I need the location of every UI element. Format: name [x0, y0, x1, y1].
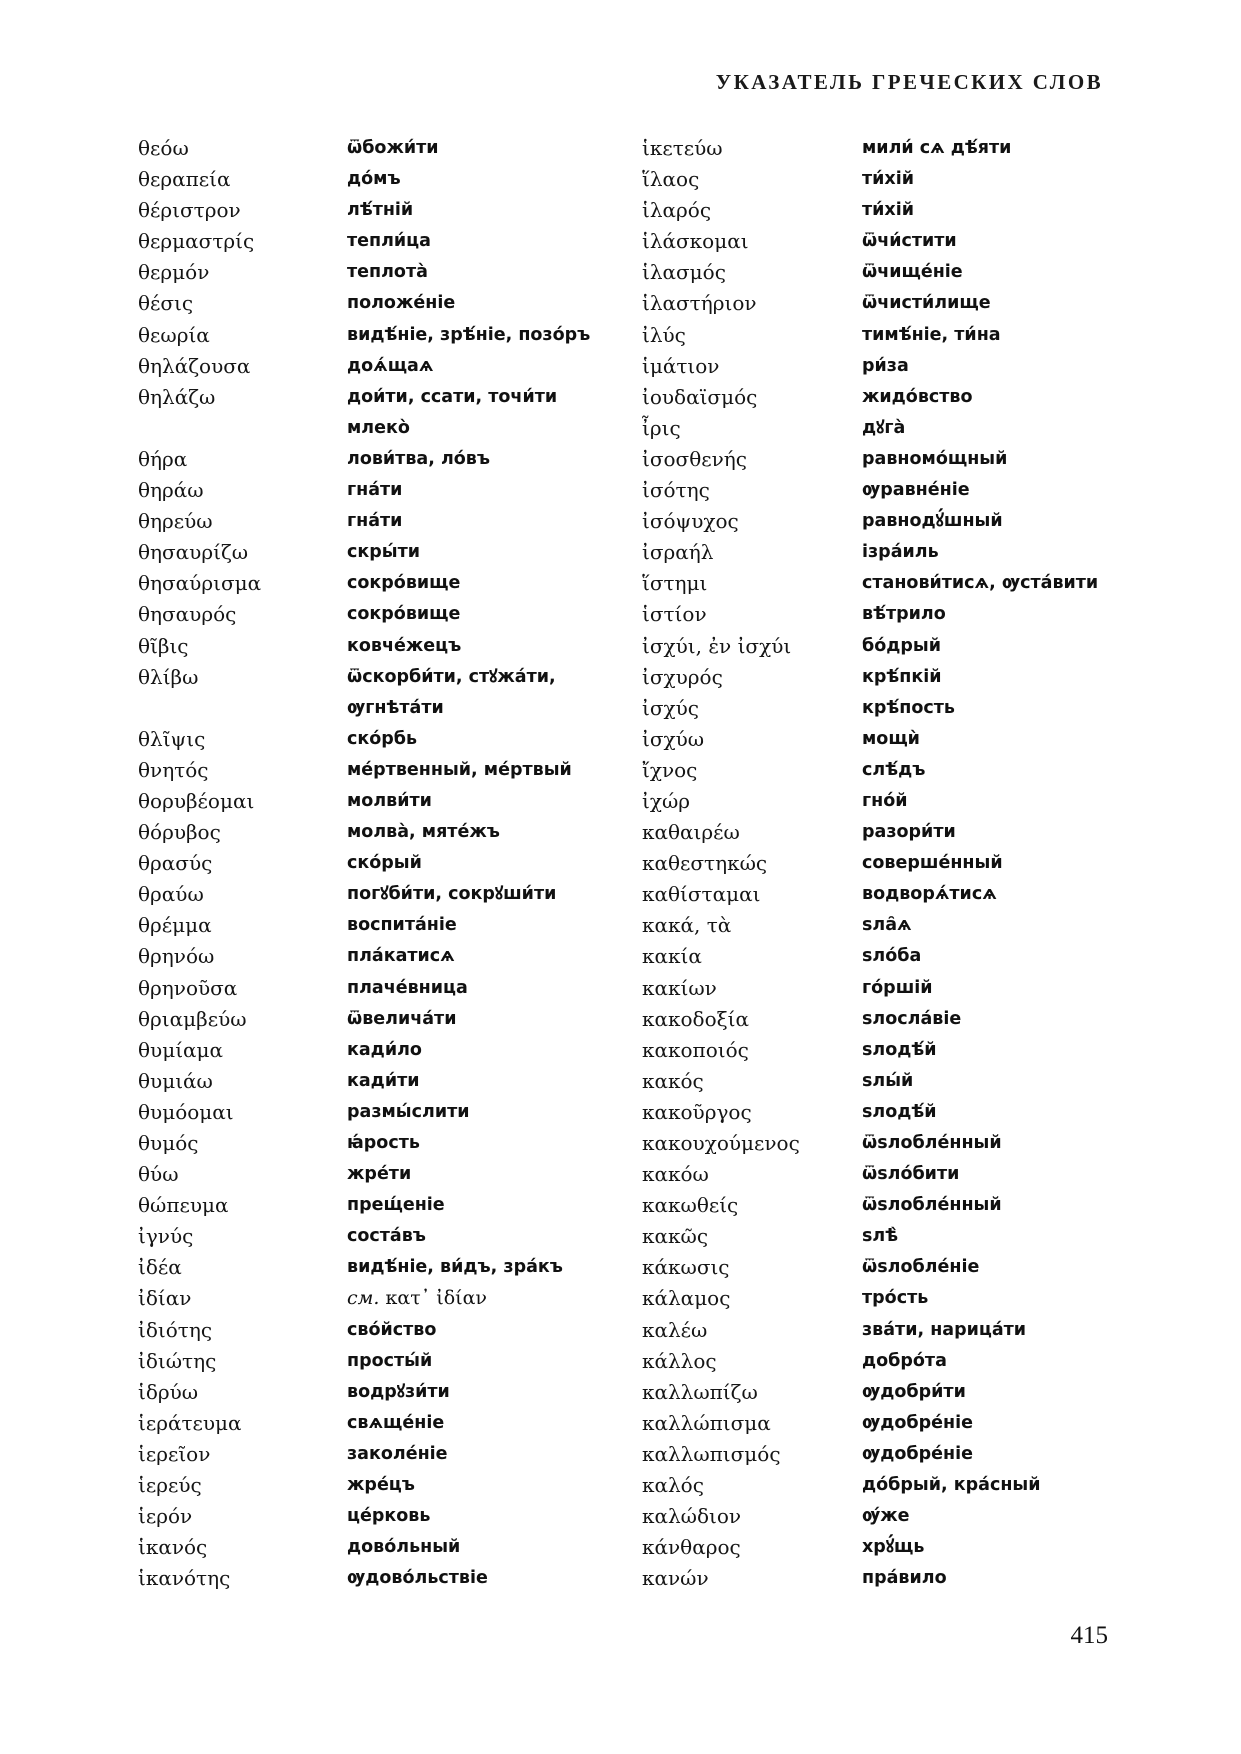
index-entry: κακόω: [642, 1162, 709, 1187]
index-entry: θυμόομαι: [138, 1099, 234, 1124]
index-entry: θέσις: [138, 291, 194, 316]
index-entry: просты́й: [347, 1350, 433, 1371]
index-entry: вѣ́трило: [862, 604, 946, 625]
index-entry: дꙋга̀: [862, 417, 906, 438]
index-entry: ἰσχύι, ἐν ἰσχύι: [642, 633, 792, 658]
index-entry: ἰσχυρός: [642, 664, 723, 689]
index-entry: θλῖψις: [138, 726, 206, 751]
index-entry: [138, 413, 261, 444]
index-entry: ἱλάσκομαι: [642, 229, 749, 254]
index-entry: ѿѕло́бити: [862, 1164, 960, 1185]
index-entry: ѕлодѣ́й: [862, 1039, 937, 1060]
index-entry: καλέω: [642, 1317, 708, 1342]
index-entry: κακίων: [642, 975, 717, 1000]
index-entry: θρασύς: [138, 851, 213, 876]
index-entry: зва́ти, нарица́ти: [862, 1319, 1027, 1340]
index-entry: θρηνόω: [138, 944, 215, 969]
index-entry: θόρυβος: [138, 820, 221, 845]
index-entry: ἰγνύς: [138, 1224, 194, 1249]
index-entry: водрꙋзи́ти: [347, 1381, 450, 1402]
index-entry: равномо́щный: [862, 448, 1008, 469]
index-entry: θορυβέομαι: [138, 788, 255, 813]
index-entry: θέριστρον: [138, 198, 241, 223]
index-entry: θρηνοῦσα: [138, 975, 238, 1000]
index-entry: ἰλύς: [642, 322, 686, 347]
index-entry: ѕло́ба: [862, 946, 922, 967]
index-entry: κακοῦργος: [642, 1099, 752, 1124]
index-entry: ме́ртвенный, ме́ртвый: [347, 759, 572, 780]
index-entry: лѣ́тній: [347, 200, 414, 221]
index-entry: жре́ти: [347, 1164, 412, 1185]
index-entry: θρέμμα: [138, 913, 212, 938]
index-entry: θεωρία: [138, 322, 210, 347]
index-entry: ἰουδαϊσμός: [642, 384, 758, 409]
index-entry: θνητός: [138, 757, 209, 782]
index-entry: видѣ́ніе, зрѣ́ніе, позо́ръ: [347, 324, 591, 345]
index-entry: ἱεράτευμα: [138, 1410, 242, 1435]
index-entry: καθεστηκώς: [642, 851, 768, 876]
index-entry: θῖβις: [138, 633, 189, 658]
index-entry: θώπευμα: [138, 1193, 229, 1218]
index-entry: пра́вило: [862, 1568, 947, 1589]
index-entry: ѕлѣ̀: [862, 1226, 899, 1247]
index-entry: κακοποιός: [642, 1037, 749, 1062]
index-entry: ско́рый: [347, 853, 422, 874]
index-entry: кади́ти: [347, 1070, 420, 1091]
index-entry: жидо́вство: [862, 386, 973, 407]
index-entry: καθαιρέω: [642, 820, 740, 845]
index-entry: θριαμβεύω: [138, 1006, 247, 1031]
index-entry: κάκωσις: [642, 1255, 730, 1280]
index-entry: соверше́нный: [862, 853, 1003, 874]
index-entry: водворѧ́тисѧ: [862, 884, 997, 905]
index-entry: ἱστίον: [642, 602, 707, 627]
index-entry: тимѣ́ніе, ти́на: [862, 324, 1001, 345]
index-entry: ско́рбь: [347, 728, 418, 749]
index-entry: κακός: [642, 1068, 704, 1093]
index-entry: ἰδιώτης: [138, 1348, 217, 1373]
index-entry: ти́хій: [862, 200, 914, 221]
index-entry: ѿѕлобле́нный: [862, 1195, 1002, 1216]
index-entry: κακία: [642, 944, 702, 969]
index-entry: молва̀, мяте́жъ: [347, 822, 500, 843]
index-entry: плаче́вница: [347, 977, 468, 998]
index-entry: тро́сть: [862, 1288, 929, 1309]
index-entry: ἰσχύω: [642, 726, 705, 751]
index-entry: θερμόν: [138, 260, 210, 285]
index-entry: сво́йство: [347, 1319, 437, 1340]
index-entry: κάλλος: [642, 1348, 717, 1373]
index-entry: заколе́ніе: [347, 1443, 448, 1464]
index-entry: хрꙋ́щь: [862, 1537, 925, 1558]
index-entry: κακοδοξία: [642, 1006, 749, 1031]
index-entry: ἱδρύω: [138, 1379, 199, 1404]
slavonic-column-left: [347, 133, 590, 1594]
index-entry: θήρα: [138, 446, 188, 471]
index-entry: [347, 1283, 590, 1314]
index-entry: станови́тисѧ, ѹста́вити: [862, 573, 1099, 594]
index-entry: воспита́ніе: [347, 915, 457, 936]
index-entry: ἰσότης: [642, 478, 710, 503]
index-entry: θηράω: [138, 478, 204, 503]
index-entry: ѿчисти́лище: [862, 293, 991, 314]
index-entry: ἰδέα: [138, 1255, 182, 1280]
index-entry: ꙗ́рость: [347, 1133, 420, 1153]
index-entry: θηρεύω: [138, 509, 213, 534]
index-entry: соста́въ: [347, 1226, 426, 1247]
index-entry: θεραπεία: [138, 167, 231, 192]
index-entry: гна́ти: [347, 511, 403, 532]
index-entry: разори́ти: [862, 822, 956, 843]
index-entry: θραύω: [138, 882, 204, 907]
index-entry: ἱκετεύω: [642, 136, 723, 160]
index-entry: до́брый, кра́сный: [862, 1475, 1041, 1496]
index-entry: ἰσόψυχος: [642, 509, 739, 534]
index-entry: слѣ́дъ: [862, 759, 926, 780]
cross-reference-abbreviation: см.: [347, 1287, 380, 1310]
index-entry: ѕла̑ѧ: [862, 915, 912, 936]
slavonic-column-right: [862, 133, 1098, 1594]
index-entry: θηλάζουσα: [138, 353, 251, 378]
index-entry: свѧще́ніе: [347, 1412, 445, 1433]
index-entry: жре́цъ: [347, 1475, 415, 1496]
index-entry: ѕлы́й: [862, 1070, 914, 1091]
index-entry: κανών: [642, 1566, 709, 1591]
index-entry: ѹ́же: [862, 1506, 910, 1527]
index-entry: ἱκανότης: [138, 1566, 231, 1591]
index-entry: ἱκανός: [138, 1535, 208, 1560]
index-entry: κακά, τὰ: [642, 913, 732, 938]
index-entry: ἱλασμός: [642, 260, 726, 285]
index-entry: καλός: [642, 1473, 704, 1498]
index-entry: κάλαμος: [642, 1286, 731, 1311]
index-entry: ѿвелича́ти: [347, 1008, 457, 1029]
index-entry: κακῶς: [642, 1224, 709, 1249]
index-entry: теплота̀: [347, 262, 428, 283]
index-entry: мощѝ: [862, 728, 920, 749]
greek-column-right: [642, 133, 800, 1594]
index-entry: доѧ́щаѧ: [347, 355, 434, 376]
index-entry: видѣ́ніе, ви́дъ, зра́къ: [347, 1257, 563, 1278]
index-entry: καλλώπισμα: [642, 1410, 771, 1435]
index-entry: θησαυρός: [138, 602, 237, 627]
index-entry: молви́ти: [347, 790, 432, 811]
index-entry: κάνθαρος: [642, 1535, 741, 1560]
index-entry: κακουχούμενος: [642, 1131, 800, 1155]
index-entry: ἰσοσθενής: [642, 446, 747, 471]
index-entry: ти́хій: [862, 169, 914, 190]
index-entry: ἱλαρός: [642, 198, 712, 223]
index-entry: сокро́вище: [347, 573, 461, 594]
index-entry: θεόω: [138, 136, 189, 160]
index-entry: скры́ти: [347, 542, 421, 563]
index-entry: θλίβω: [138, 664, 199, 689]
index-entry: ізра́иль: [862, 542, 939, 563]
index-entry: ѿскорби́ти, стꙋжа́ти,: [347, 666, 556, 687]
index-entry: ѹгнѣта́ти: [347, 697, 444, 718]
cross-reference-target: κατ᾽ ἰδίαν: [385, 1287, 487, 1310]
index-entry: ἵλαος: [642, 167, 700, 192]
index-entry: ἴχνος: [642, 757, 698, 782]
index-entry: крѣ́пость: [862, 697, 955, 718]
index-entry: млеко̀: [347, 417, 410, 438]
index-entry: равнодꙋ́шный: [862, 511, 1003, 532]
index-entry: ѿчище́ніе: [862, 262, 963, 283]
index-entry: θησαύρισμα: [138, 571, 262, 596]
index-entry: καλλωπίζω: [642, 1379, 758, 1404]
index-entry: сокро́вище: [347, 604, 461, 625]
index-entry: добро́та: [862, 1350, 947, 1371]
index-entry: κακωθείς: [642, 1193, 739, 1218]
index-entry: θυμός: [138, 1131, 199, 1155]
index-entry: θυμιάω: [138, 1068, 213, 1093]
index-entry: ἱερόν: [138, 1504, 193, 1529]
index-entry: καλλωπισμός: [642, 1441, 781, 1466]
index-entry: ри́за: [862, 355, 909, 376]
index-entry: дово́льный: [347, 1537, 461, 1558]
index-entry: ѿчи́стити: [862, 231, 957, 252]
index-entry: ἶρις: [642, 415, 681, 440]
index-entry: гна́ти: [347, 480, 403, 501]
index-entry: θηλάζω: [138, 384, 216, 409]
index-entry: ѿбожи́ти: [347, 138, 439, 158]
index-entry: θερμαστρίς: [138, 229, 255, 254]
index-entry: [138, 693, 261, 724]
index-entry: καλώδιον: [642, 1504, 742, 1529]
index-entry: ѿѕлобле́нный: [862, 1133, 1002, 1153]
index-entry: ἱερεύς: [138, 1473, 202, 1498]
index-entry: лови́тва, ло́въ: [347, 448, 491, 469]
index-entry: до́мъ: [347, 169, 401, 190]
index-entry: ἱλαστήριον: [642, 291, 757, 316]
index-entry: θύω: [138, 1162, 179, 1187]
index-entry: θησαυρίζω: [138, 540, 249, 565]
index-entry: мили́ сѧ дѣ́яти: [862, 138, 1012, 158]
index-entry: ἰσραήλ: [642, 540, 714, 565]
index-entry: ἵστημι: [642, 571, 708, 596]
index-entry: ѹравне́ніе: [862, 480, 970, 501]
running-head: УКАЗАТЕЛЬ ГРЕЧЕСКИХ СЛОВ: [715, 70, 1103, 94]
index-entry: крѣ́пкій: [862, 666, 942, 687]
index-entry: положе́ніе: [347, 293, 456, 314]
index-entry: ѹдобри́ти: [862, 1381, 966, 1402]
index-entry: ἰχώρ: [642, 788, 691, 813]
index-entry: размы́слити: [347, 1101, 470, 1122]
index-entry: погꙋби́ти, сокрꙋши́ти: [347, 884, 557, 905]
greek-column-left: [138, 133, 261, 1594]
index-entry: ἰδίαν: [138, 1286, 192, 1311]
index-entry: тепли́ца: [347, 231, 431, 252]
index-entry: ѕлодѣ́й: [862, 1101, 937, 1122]
index-entry: ѹдово́льствіе: [347, 1568, 488, 1589]
index-entry: ковче́жецъ: [347, 635, 462, 656]
index-entry: це́рковь: [347, 1506, 431, 1527]
index-entry: дои́ти, ссати, точи́ти: [347, 386, 558, 407]
cross-reference: [347, 1287, 487, 1309]
index-entry: ѕлосла́віе: [862, 1008, 962, 1029]
index-entry: θυμίαμα: [138, 1037, 224, 1062]
index-entry: ἱερεῖον: [138, 1441, 211, 1466]
index-entry: го́ршій: [862, 977, 933, 998]
index-entry: пла́катисѧ: [347, 946, 455, 967]
index-entry: гно́й: [862, 790, 908, 811]
page-number: 415: [1070, 1622, 1108, 1649]
index-entry: кади́ло: [347, 1039, 422, 1060]
index-entry: ѹдобре́ніе: [862, 1443, 973, 1464]
index-entry: ἰσχύς: [642, 695, 699, 720]
index-entry: ѿѕлобле́ніе: [862, 1257, 980, 1278]
index-entry: ἱμάτιον: [642, 353, 720, 378]
index-entry: καθίσταμαι: [642, 882, 761, 907]
index-entry: прещ́еніе: [347, 1195, 445, 1216]
index-entry: бо́дрый: [862, 635, 941, 656]
index-entry: ἰδιότης: [138, 1317, 213, 1342]
index-entry: ѹдобре́ніе: [862, 1412, 973, 1433]
